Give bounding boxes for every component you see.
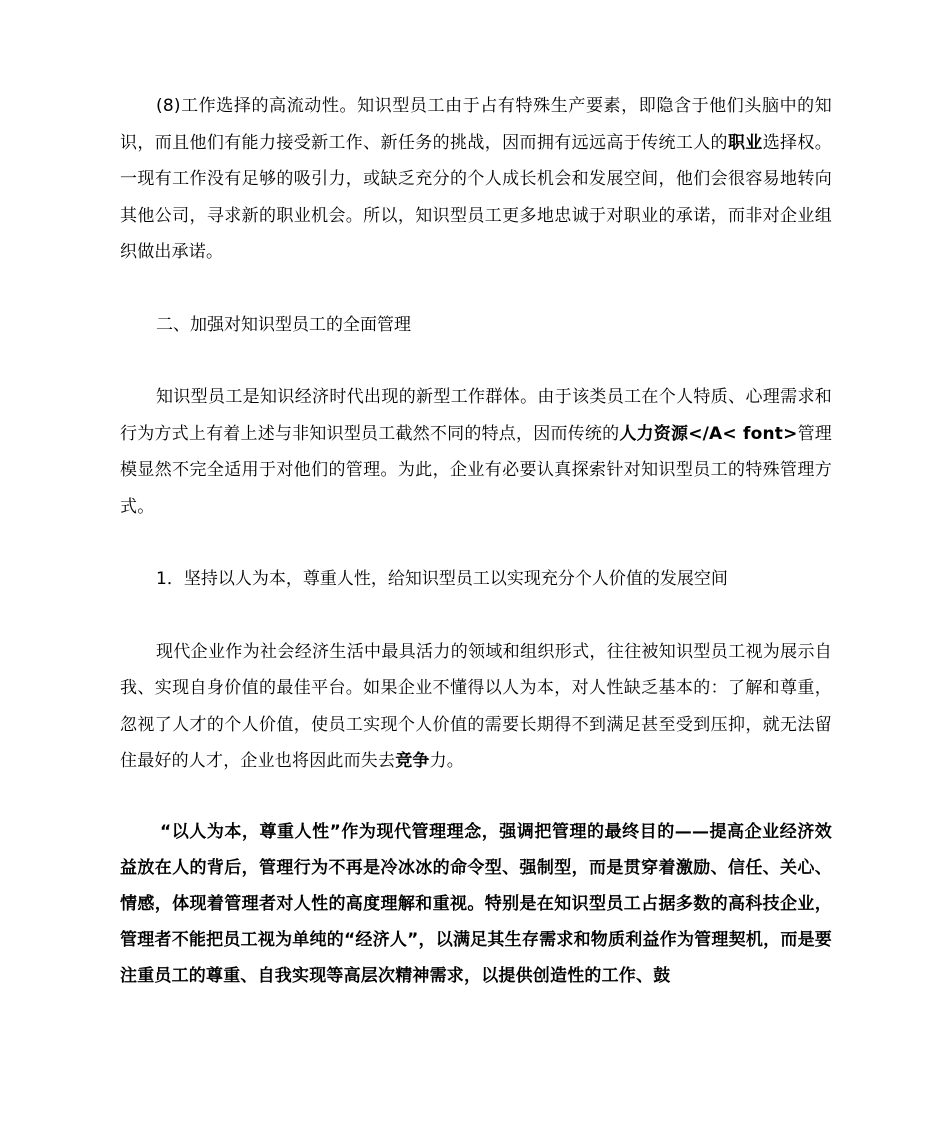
paragraph-text: (8)工作选择的高流动性。知识型员工由于占有特殊生产要素，即隐含于他们头脑中的知识，而且他们有能力接受新工作、新任务的挑战，因而拥有远远高于传统工人的	[120, 96, 832, 153]
paragraph-knowledge-workers	[120, 379, 832, 525]
paragraph-text: 力。	[429, 751, 465, 771]
paragraph-text: 选择权。一现有工作没有足够的吸引力，或缺乏充分的个人成长机会和发展空间，他们会很容易地转向其他公司，寻求新的职业机会。所以，知识型员工更多地忠诚于对职业的承诺，而非对企业组织做出承诺。	[120, 132, 832, 262]
paragraph-text: 现代企业作为社会经济生活中最具活力的领域和组织形式，往往被知识型员工视为展示自我、实现自身价值的最佳平台。如果企业不懂得以人为本，对人性缺乏基本的：了解和尊重，忽视了人才的个人价值，使员工实现个人价值的需要长期得不到满足甚至受到压抑，就无法留住最好的人才，企业也将因此而失去	[120, 641, 832, 771]
bold-term-hr: 人力资源</A< font>	[619, 423, 798, 444]
section-heading: 二、加强对知识型员工的全面管理	[156, 314, 411, 335]
bold-term-competition: 竞争	[395, 751, 430, 771]
document-page	[120, 88, 832, 995]
paragraph-people-oriented: “以人为本，尊重人性”作为现代管理理念，强调把管理的最终目的——提高企业经济效益放在人的背后，管理行为不再是冷冰冰的命令型、强制型，而是贯穿着激励、信任、关心、情感，体现着管理者对人性的高度理解和重视。特别是在知识型员工占据多数的高科技企业，管理者不能把员工视为单纯的“经济人”，以满足其生存需求和物质利益作为管理契机，而是要注重员工的尊重、自我实现等高层次精神需求，以提供创造性的工作、鼓	[120, 821, 832, 987]
bold-term-career: 职业	[727, 132, 763, 153]
paragraph-text: 管理模显然不完全适用于对他们的管理。为此，企业有必要认真探索针对知识型员工的特殊管理方式。	[120, 423, 832, 517]
paragraph-modern-enterprise	[120, 634, 832, 780]
subsection-heading: 1．坚持以人为本，尊重人性，给知识型员工以实现充分个人价值的发展空间	[156, 569, 728, 589]
paragraph-job-mobility	[120, 88, 832, 271]
paragraph-text: 知识型员工是知识经济时代出现的新型工作群体。由于该类员工在个人特质、心理需求和行为方式上有着上述与非知识型员工截然不同的特点，因而传统的	[120, 387, 832, 444]
